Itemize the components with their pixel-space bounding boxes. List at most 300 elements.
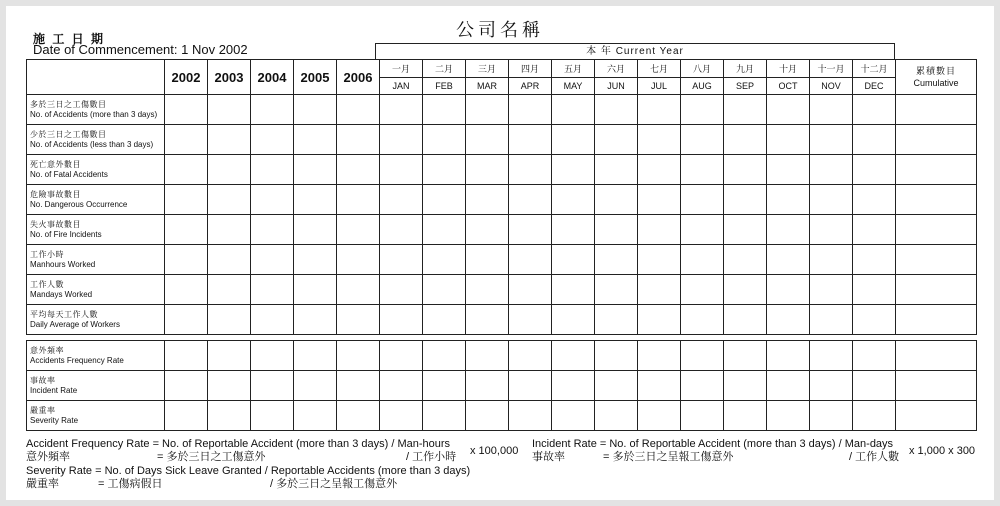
- row-label-zh: 平均每天工作人數: [30, 309, 98, 319]
- month-en: DEC: [864, 80, 884, 91]
- data-cell-feb[interactable]: [423, 305, 466, 335]
- commencement-label-zh: 施 工 日 期: [33, 32, 106, 46]
- month-en: MAR: [477, 80, 497, 91]
- month-header-jun: [595, 60, 638, 95]
- data-cell-mar[interactable]: [466, 125, 509, 155]
- month-zh: 六月: [595, 61, 637, 78]
- safety-statistics-board: [6, 6, 994, 500]
- data-cell-2002[interactable]: [165, 371, 208, 401]
- data-cell-apr[interactable]: [509, 155, 552, 185]
- data-cell-mar[interactable]: [466, 215, 509, 245]
- cumulative-header: [896, 60, 977, 95]
- data-cell-may[interactable]: [552, 185, 595, 215]
- month-header-jan: [380, 60, 423, 95]
- afr-formula-multiplier: x 100,000: [470, 445, 519, 457]
- data-cell-2005[interactable]: [294, 275, 337, 305]
- row-label: [27, 95, 165, 125]
- data-cell-jul[interactable]: [638, 275, 681, 305]
- data-cell-2005[interactable]: [294, 305, 337, 335]
- data-cell-jul[interactable]: [638, 401, 681, 431]
- sr-formula-en: Severity Rate = No. of Days Sick Leave Granted / Reportable Accidents (more than 3 days): [26, 465, 471, 477]
- data-cell-2003[interactable]: [208, 401, 251, 431]
- data-cell-nov[interactable]: [810, 155, 853, 185]
- data-cell-apr[interactable]: [509, 341, 552, 371]
- data-cell-feb[interactable]: [423, 95, 466, 125]
- row-label: [27, 275, 165, 305]
- data-cell-2006[interactable]: [337, 95, 380, 125]
- data-cell-aug[interactable]: [681, 155, 724, 185]
- data-cell-2002[interactable]: [165, 341, 208, 371]
- data-cell-jan[interactable]: [380, 155, 423, 185]
- data-cell-2004[interactable]: [251, 275, 294, 305]
- data-cell-2006[interactable]: [337, 125, 380, 155]
- data-cell-2003[interactable]: [208, 125, 251, 155]
- data-cell-oct[interactable]: [767, 125, 810, 155]
- data-cell-apr[interactable]: [509, 215, 552, 245]
- data-cell-cumulative[interactable]: [896, 245, 977, 275]
- data-cell-2006[interactable]: [337, 371, 380, 401]
- data-cell-jan[interactable]: [380, 125, 423, 155]
- row-label-zh: 事故率: [30, 375, 56, 385]
- month-zh: 一月: [380, 61, 422, 78]
- data-cell-sep[interactable]: [724, 401, 767, 431]
- table-row: [27, 305, 977, 335]
- row-label-zh: 少於三日之工傷數目: [30, 129, 107, 139]
- data-cell-dec[interactable]: [853, 275, 896, 305]
- data-cell-2002[interactable]: [165, 155, 208, 185]
- data-cell-2005[interactable]: [294, 125, 337, 155]
- month-en: NOV: [821, 80, 841, 91]
- data-cell-2004[interactable]: [251, 95, 294, 125]
- data-cell-sep[interactable]: [724, 125, 767, 155]
- data-cell-2005[interactable]: [294, 341, 337, 371]
- data-cell-nov[interactable]: [810, 305, 853, 335]
- data-cell-feb[interactable]: [423, 215, 466, 245]
- data-cell-2003[interactable]: [208, 275, 251, 305]
- row-label-zh: 工作人數: [30, 279, 64, 289]
- data-cell-jul[interactable]: [638, 125, 681, 155]
- data-cell-jul[interactable]: [638, 155, 681, 185]
- month-en: MAY: [563, 80, 583, 91]
- data-cell-jun[interactable]: [595, 401, 638, 431]
- current-year-header: 本 年 Current Year: [375, 43, 895, 59]
- month-header-dec: [853, 60, 896, 95]
- data-cell-apr[interactable]: [509, 305, 552, 335]
- data-cell-2003[interactable]: [208, 215, 251, 245]
- row-label: [27, 245, 165, 275]
- data-cell-cumulative[interactable]: [896, 215, 977, 245]
- row-label: [27, 305, 165, 335]
- data-cell-jul[interactable]: [638, 215, 681, 245]
- data-cell-oct[interactable]: [767, 95, 810, 125]
- data-cell-2004[interactable]: [251, 371, 294, 401]
- month-zh: 三月: [466, 61, 508, 78]
- year-header: 2002: [165, 60, 208, 95]
- month-zh: 四月: [509, 61, 551, 78]
- month-zh: 二月: [423, 61, 465, 78]
- data-cell-jan[interactable]: [380, 275, 423, 305]
- data-cell-2004[interactable]: [251, 245, 294, 275]
- month-header-may: [552, 60, 595, 95]
- data-cell-aug[interactable]: [681, 341, 724, 371]
- month-header-apr: [509, 60, 552, 95]
- data-cell-may[interactable]: [552, 371, 595, 401]
- data-cell-nov[interactable]: [810, 401, 853, 431]
- data-cell-may[interactable]: [552, 275, 595, 305]
- data-cell-sep[interactable]: [724, 245, 767, 275]
- data-cell-2002[interactable]: [165, 125, 208, 155]
- data-cell-mar[interactable]: [466, 401, 509, 431]
- data-cell-may[interactable]: [552, 95, 595, 125]
- data-cell-feb[interactable]: [423, 125, 466, 155]
- month-en: JAN: [392, 80, 410, 91]
- header-row: [27, 60, 977, 95]
- row-label-en: No. of Fatal Accidents: [30, 169, 108, 179]
- data-cell-jun[interactable]: [595, 215, 638, 245]
- data-cell-cumulative[interactable]: [896, 305, 977, 335]
- data-cell-jan[interactable]: [380, 215, 423, 245]
- data-cell-may[interactable]: [552, 341, 595, 371]
- month-zh: 七月: [638, 61, 680, 78]
- data-cell-2003[interactable]: [208, 155, 251, 185]
- data-cell-apr[interactable]: [509, 371, 552, 401]
- month-zh: 十月: [767, 61, 809, 78]
- table-row: [27, 341, 977, 371]
- row-label-en: Incident Rate: [30, 385, 78, 395]
- data-cell-oct[interactable]: [767, 305, 810, 335]
- company-name: 公司名稱: [456, 20, 544, 41]
- row-label-zh: 意外頻率: [30, 345, 64, 355]
- data-cell-2006[interactable]: [337, 305, 380, 335]
- row-label-en: No. of Accidents (more than 3 days): [30, 109, 158, 119]
- data-cell-feb[interactable]: [423, 371, 466, 401]
- ir-formula-zh-label: 事故率: [532, 451, 565, 463]
- year-header: 2004: [251, 60, 294, 95]
- data-cell-dec[interactable]: [853, 155, 896, 185]
- row-label-zh: 多於三日之工傷數目: [30, 99, 107, 109]
- row-label: [27, 215, 165, 245]
- data-cell-apr[interactable]: [509, 125, 552, 155]
- ir-formula-multiplier: x 1,000 x 300: [909, 445, 976, 457]
- month-header-mar: [466, 60, 509, 95]
- data-cell-apr[interactable]: [509, 245, 552, 275]
- data-cell-feb[interactable]: [423, 155, 466, 185]
- row-label-zh: 工作小時: [30, 249, 64, 259]
- data-cell-cumulative[interactable]: [896, 155, 977, 185]
- data-cell-aug[interactable]: [681, 371, 724, 401]
- data-cell-nov[interactable]: [810, 125, 853, 155]
- data-cell-2006[interactable]: [337, 275, 380, 305]
- data-cell-cumulative[interactable]: [896, 371, 977, 401]
- data-cell-2002[interactable]: [165, 185, 208, 215]
- row-label-en: Daily Average of Workers: [30, 319, 120, 329]
- row-label: [27, 125, 165, 155]
- data-cell-jul[interactable]: [638, 371, 681, 401]
- data-cell-oct[interactable]: [767, 341, 810, 371]
- data-cell-cumulative[interactable]: [896, 185, 977, 215]
- data-cell-aug[interactable]: [681, 245, 724, 275]
- data-cell-dec[interactable]: [853, 371, 896, 401]
- month-zh: 九月: [724, 61, 766, 78]
- data-cell-aug[interactable]: [681, 95, 724, 125]
- data-cell-mar[interactable]: [466, 341, 509, 371]
- month-header-aug: [681, 60, 724, 95]
- month-en: OCT: [778, 80, 798, 91]
- data-cell-oct[interactable]: [767, 401, 810, 431]
- data-cell-2005[interactable]: [294, 95, 337, 125]
- data-cell-aug[interactable]: [681, 401, 724, 431]
- data-cell-2004[interactable]: [251, 341, 294, 371]
- data-cell-2005[interactable]: [294, 245, 337, 275]
- data-cell-2003[interactable]: [208, 185, 251, 215]
- data-cell-nov[interactable]: [810, 215, 853, 245]
- data-cell-feb[interactable]: [423, 245, 466, 275]
- afr-formula-zh-numerator: = 多於三日之工傷意外: [157, 451, 266, 463]
- data-cell-2006[interactable]: [337, 341, 380, 371]
- data-cell-sep[interactable]: [724, 185, 767, 215]
- month-en: JUN: [607, 80, 625, 91]
- data-cell-feb[interactable]: [423, 275, 466, 305]
- data-cell-mar[interactable]: [466, 155, 509, 185]
- data-cell-2005[interactable]: [294, 185, 337, 215]
- row-label-zh: 危險事故數目: [30, 189, 81, 199]
- data-cell-jan[interactable]: [380, 95, 423, 125]
- sr-formula-zh-numerator: = 工傷病假日: [98, 478, 163, 490]
- data-cell-2004[interactable]: [251, 155, 294, 185]
- data-cell-jun[interactable]: [595, 305, 638, 335]
- row-label-en: Severity Rate: [30, 415, 79, 425]
- data-cell-jan[interactable]: [380, 305, 423, 335]
- data-cell-jan[interactable]: [380, 245, 423, 275]
- data-cell-oct[interactable]: [767, 215, 810, 245]
- data-cell-oct[interactable]: [767, 275, 810, 305]
- data-cell-sep[interactable]: [724, 371, 767, 401]
- data-cell-aug[interactable]: [681, 305, 724, 335]
- data-cell-nov[interactable]: [810, 245, 853, 275]
- data-cell-2006[interactable]: [337, 215, 380, 245]
- table-row: [27, 155, 977, 185]
- data-cell-jun[interactable]: [595, 185, 638, 215]
- data-cell-dec[interactable]: [853, 341, 896, 371]
- data-cell-feb[interactable]: [423, 401, 466, 431]
- data-cell-dec[interactable]: [853, 125, 896, 155]
- data-cell-feb[interactable]: [423, 185, 466, 215]
- data-cell-jan[interactable]: [380, 401, 423, 431]
- data-cell-sep[interactable]: [724, 95, 767, 125]
- data-cell-jan[interactable]: [380, 341, 423, 371]
- data-cell-2006[interactable]: [337, 155, 380, 185]
- month-zh: 十一月: [810, 61, 852, 78]
- row-label-en: No. of Fire Incidents: [30, 229, 102, 239]
- data-cell-dec[interactable]: [853, 95, 896, 125]
- data-cell-jun[interactable]: [595, 155, 638, 185]
- data-cell-mar[interactable]: [466, 305, 509, 335]
- data-cell-nov[interactable]: [810, 275, 853, 305]
- data-cell-cumulative[interactable]: [896, 275, 977, 305]
- data-cell-may[interactable]: [552, 401, 595, 431]
- data-cell-jul[interactable]: [638, 95, 681, 125]
- data-cell-dec[interactable]: [853, 305, 896, 335]
- data-cell-apr[interactable]: [509, 275, 552, 305]
- data-cell-mar[interactable]: [466, 371, 509, 401]
- data-cell-jul[interactable]: [638, 185, 681, 215]
- data-cell-cumulative[interactable]: [896, 125, 977, 155]
- data-cell-2005[interactable]: [294, 371, 337, 401]
- ir-formula-zh-numerator: = 多於三日之呈報工傷意外: [603, 451, 734, 463]
- data-cell-2002[interactable]: [165, 95, 208, 125]
- month-en: APR: [520, 80, 540, 91]
- month-zh: 五月: [552, 61, 594, 78]
- data-cell-apr[interactable]: [509, 185, 552, 215]
- data-cell-sep[interactable]: [724, 155, 767, 185]
- row-label-en: No. of Accidents (less than 3 days): [30, 139, 154, 149]
- data-cell-feb[interactable]: [423, 341, 466, 371]
- data-cell-jul[interactable]: [638, 245, 681, 275]
- data-cell-may[interactable]: [552, 125, 595, 155]
- row-label-zh: 嚴重率: [30, 405, 56, 415]
- data-cell-sep[interactable]: [724, 305, 767, 335]
- data-cell-dec[interactable]: [853, 185, 896, 215]
- data-cell-nov[interactable]: [810, 371, 853, 401]
- table-row: [27, 371, 977, 401]
- data-cell-apr[interactable]: [509, 401, 552, 431]
- cumulative-zh: 累積數目: [915, 66, 956, 76]
- sr-formula-zh-label: 嚴重率: [26, 478, 59, 490]
- header-corner: [27, 60, 165, 95]
- table-row: [27, 245, 977, 275]
- data-cell-2002[interactable]: [165, 275, 208, 305]
- data-cell-jan[interactable]: [380, 371, 423, 401]
- data-cell-oct[interactable]: [767, 185, 810, 215]
- data-cell-mar[interactable]: [466, 275, 509, 305]
- table-row: [27, 95, 977, 125]
- data-cell-may[interactable]: [552, 155, 595, 185]
- data-cell-mar[interactable]: [466, 245, 509, 275]
- month-header-oct: [767, 60, 810, 95]
- data-cell-jul[interactable]: [638, 341, 681, 371]
- data-cell-2002[interactable]: [165, 215, 208, 245]
- data-cell-2003[interactable]: [208, 305, 251, 335]
- data-cell-2004[interactable]: [251, 125, 294, 155]
- table-row: [27, 275, 977, 305]
- data-cell-2006[interactable]: [337, 185, 380, 215]
- month-en: JUL: [650, 80, 667, 91]
- data-cell-sep[interactable]: [724, 215, 767, 245]
- row-label: [27, 401, 165, 431]
- afr-formula-zh-label: 意外頻率: [26, 451, 70, 463]
- row-label-zh: 失火事故數目: [30, 219, 81, 229]
- data-cell-jan[interactable]: [380, 185, 423, 215]
- month-zh: 十二月: [853, 61, 895, 78]
- row-label-en: Mandays Worked: [30, 289, 93, 299]
- month-zh: 八月: [681, 61, 723, 78]
- data-cell-aug[interactable]: [681, 185, 724, 215]
- data-cell-2004[interactable]: [251, 305, 294, 335]
- data-cell-2005[interactable]: [294, 215, 337, 245]
- table-row: [27, 185, 977, 215]
- data-cell-2004[interactable]: [251, 215, 294, 245]
- data-cell-jun[interactable]: [595, 245, 638, 275]
- data-cell-dec[interactable]: [853, 401, 896, 431]
- month-header-jul: [638, 60, 681, 95]
- data-cell-nov[interactable]: [810, 95, 853, 125]
- data-cell-2003[interactable]: [208, 371, 251, 401]
- data-cell-aug[interactable]: [681, 125, 724, 155]
- data-cell-mar[interactable]: [466, 95, 509, 125]
- year-header: 2005: [294, 60, 337, 95]
- afr-formula-en: Accident Frequency Rate = No. of Reportable Accident (more than 3 days) / Man-hours: [26, 438, 451, 450]
- cumulative-en: Cumulative: [913, 78, 959, 88]
- row-label: [27, 155, 165, 185]
- data-cell-2002[interactable]: [165, 305, 208, 335]
- data-cell-jun[interactable]: [595, 341, 638, 371]
- data-cell-aug[interactable]: [681, 275, 724, 305]
- data-cell-jun[interactable]: [595, 275, 638, 305]
- row-label: [27, 341, 165, 371]
- data-cell-2005[interactable]: [294, 401, 337, 431]
- data-cell-apr[interactable]: [509, 95, 552, 125]
- commencement-date: Date of Commencement: 1 Nov 2002: [33, 42, 248, 57]
- data-cell-may[interactable]: [552, 215, 595, 245]
- sr-formula-zh-denominator: / 多於三日之呈報工傷意外: [270, 478, 398, 490]
- data-cell-sep[interactable]: [724, 275, 767, 305]
- data-cell-2002[interactable]: [165, 401, 208, 431]
- data-cell-2003[interactable]: [208, 245, 251, 275]
- row-label-en: Accidents Frequency Rate: [30, 355, 124, 365]
- month-en: SEP: [735, 80, 754, 91]
- data-cell-jun[interactable]: [595, 371, 638, 401]
- data-cell-dec[interactable]: [853, 215, 896, 245]
- data-cell-2006[interactable]: [337, 401, 380, 431]
- table-row: [27, 401, 977, 431]
- data-cell-2003[interactable]: [208, 95, 251, 125]
- data-cell-sep[interactable]: [724, 341, 767, 371]
- data-cell-cumulative[interactable]: [896, 341, 977, 371]
- data-cell-oct[interactable]: [767, 371, 810, 401]
- data-cell-2005[interactable]: [294, 155, 337, 185]
- data-cell-nov[interactable]: [810, 185, 853, 215]
- data-cell-mar[interactable]: [466, 185, 509, 215]
- month-en: AUG: [692, 80, 712, 91]
- month-header-feb: [423, 60, 466, 95]
- data-cell-2004[interactable]: [251, 401, 294, 431]
- data-cell-2006[interactable]: [337, 245, 380, 275]
- data-cell-cumulative[interactable]: [896, 401, 977, 431]
- data-cell-jun[interactable]: [595, 125, 638, 155]
- table-row: [27, 125, 977, 155]
- row-label-en: No. Dangerous Occurrence: [30, 199, 128, 209]
- row-label: [27, 185, 165, 215]
- row-label-en: Manhours Worked: [30, 259, 96, 269]
- data-cell-aug[interactable]: [681, 215, 724, 245]
- data-cell-dec[interactable]: [853, 245, 896, 275]
- data-cell-2004[interactable]: [251, 185, 294, 215]
- data-cell-nov[interactable]: [810, 341, 853, 371]
- data-cell-cumulative[interactable]: [896, 95, 977, 125]
- data-cell-jul[interactable]: [638, 305, 681, 335]
- statistics-table-top: [26, 59, 977, 335]
- data-cell-may[interactable]: [552, 245, 595, 275]
- data-cell-oct[interactable]: [767, 155, 810, 185]
- row-label: [27, 371, 165, 401]
- afr-formula-zh-denominator: / 工作小時: [406, 451, 457, 463]
- data-cell-2003[interactable]: [208, 341, 251, 371]
- data-cell-2002[interactable]: [165, 245, 208, 275]
- month-header-nov: [810, 60, 853, 95]
- data-cell-may[interactable]: [552, 305, 595, 335]
- data-cell-oct[interactable]: [767, 245, 810, 275]
- data-cell-jun[interactable]: [595, 95, 638, 125]
